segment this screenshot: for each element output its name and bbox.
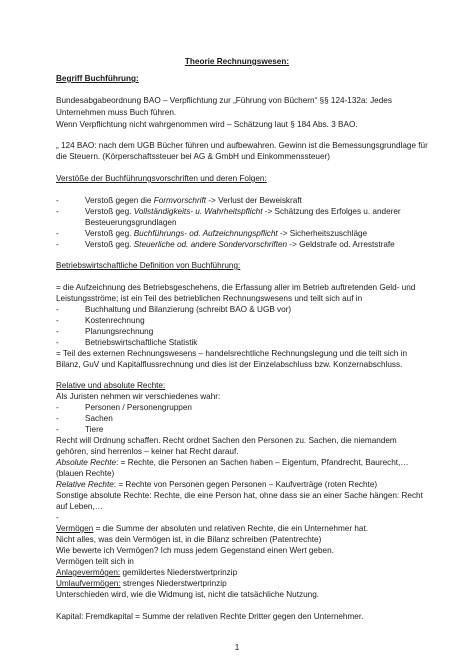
list-item: Verstoß geg. Buchführungs- od. Aufzeichnungspflicht -> Sicherheitszuschläge bbox=[85, 229, 368, 238]
list-item-continuation: Besteuerungsgrundlagen bbox=[85, 218, 177, 227]
paragraph-line: die Steuern. (Körperschaftssteuer bei AG & GmbH und Einkommenssteuer) bbox=[56, 152, 330, 161]
paragraph-line: Wenn Verpflichtung nicht wahrgenommen wird – Schätzung laut § 184 Abs. 3 BAO. bbox=[56, 120, 358, 129]
list-item: Sachen bbox=[85, 414, 113, 423]
list-item: Betriebswirtschaftliche Statistik bbox=[85, 338, 198, 347]
paragraph-line: Unterschieden wird, wie die Widmung ist, nicht die tatsächliche Nutzung. bbox=[56, 590, 320, 599]
list-item: Planungsrechnung bbox=[85, 327, 154, 336]
list-bullet: - bbox=[56, 196, 59, 205]
paragraph-line: (blauen Rechte) bbox=[56, 469, 115, 478]
list-item: Verstoß geg. Steuerliche od. andere Sondervorschriften -> Geldstrafe od. Arreststrafe bbox=[85, 240, 395, 249]
list-bullet: - bbox=[56, 403, 59, 412]
stray-dash: - bbox=[56, 513, 59, 522]
list-item: Tiere bbox=[85, 425, 104, 434]
paragraph-line: Relative Rechte: = Rechte von Personen gegen Personen – Kaufverträge (roten Rechte) bbox=[56, 480, 378, 489]
list-item: Kostenrechnung bbox=[85, 316, 145, 325]
list-bullet: - bbox=[56, 229, 59, 238]
paragraph-line: Vermögen = die Summe der absoluten und relativen Rechte, die ein Unternehmer hat. bbox=[56, 524, 368, 533]
list-item: Verstoß geg. Vollständigkeits- u. Wahrheitspflicht -> Schätzung des Erfolges u. anderer bbox=[85, 207, 401, 216]
document-title: Theorie Rechnungswesen: bbox=[184, 57, 290, 66]
paragraph-line: Kapital: Fremdkapital = Summe der relativen Rechte Dritter gegen den Unternehmer. bbox=[56, 612, 364, 621]
list-bullet: - bbox=[56, 425, 59, 434]
paragraph-line: Leistungsströme; ist ein Teil des betrieblichen Rechnungswesens und teilt sich auf in bbox=[56, 294, 363, 303]
paragraph-line: Recht will Ordnung schaffen. Recht ordnet Sachen den Personen zu. Sachen, die niemandem bbox=[56, 436, 397, 445]
heading-relative-absolute-rechte: Relative und absolute Rechte: bbox=[56, 381, 166, 390]
heading-begriff-buchfuehrung: Begriff Buchführung: bbox=[56, 74, 139, 83]
paragraph-line: Anlagevermögen: gemildertes Niederstwertprinzip bbox=[56, 568, 238, 577]
heading-bw-definition: Betriebswirtschaftliche Definition von Buchführung: bbox=[56, 261, 241, 270]
paragraph-line: auf Leben,… bbox=[56, 502, 103, 511]
paragraph-line: Wie bewerte ich Vermögen? Ich muss jedem Gegenstand einen Wert geben. bbox=[56, 546, 334, 555]
paragraph-line: Unternehmen muss Buch führen. bbox=[56, 108, 177, 117]
paragraph-line: Als Juristen nehmen wir verschiedenes wahr: bbox=[56, 392, 221, 401]
list-bullet: - bbox=[56, 327, 59, 336]
paragraph-line: Umlaufvermögen: strenges Niederstwertprinzip bbox=[56, 579, 227, 588]
paragraph-line: Vermögen teilt sich in bbox=[56, 557, 134, 566]
paragraph-line: „ 124 BAO: nach dem UGB Bücher führen und aufbewahren. Gewinn ist die Bemessungsgrundlage für bbox=[56, 141, 428, 150]
paragraph-line: gehören, sind herrenlos – keiner hat Recht darauf. bbox=[56, 447, 239, 456]
list-item: Buchhaltung und Bilanzierung (schreibt BAO & UGB vor) bbox=[85, 305, 292, 314]
paragraph-line: Bundesabgabeordnung BAO – Verpflichtung zur „Führung von Büchern“ §§ 124-132a: Jedes bbox=[56, 96, 392, 105]
paragraph-line: Bilanz, GuV und Kapitalflussrechnung und dies ist der Einzelabschluss bzw. Konzernabschluss. bbox=[56, 360, 403, 369]
paragraph-line: Sonstige absolute Rechte: Rechte, die eine Person hat, ohne dass sie an einer Sache hängen: Recht bbox=[56, 491, 423, 500]
list-bullet: - bbox=[56, 338, 59, 347]
list-bullet: - bbox=[56, 414, 59, 423]
page-number: 1 bbox=[234, 643, 240, 652]
list-bullet: - bbox=[56, 240, 59, 249]
heading-verstoesse: Verstöße der Buchführungsvorschriften und deren Folgen: bbox=[56, 174, 267, 183]
list-bullet: - bbox=[56, 305, 59, 314]
paragraph-line: = die Aufzeichnung des Betriebsgeschehens, die Erfassung aller im Betrieb auftretenden Geld- und bbox=[56, 283, 416, 292]
paragraph-line: Nicht alles, was dein Vermögen ist, in die Bilanz schreiben (Patentrechte) bbox=[56, 535, 322, 544]
list-item: Personen / Personengruppen bbox=[85, 403, 192, 412]
paragraph-line: = Teil des externen Rechnungswesens – handelsrechtliche Rechnungslegung und die teilt sich in bbox=[56, 349, 408, 358]
list-bullet: - bbox=[56, 316, 59, 325]
paragraph-line: Absolute Rechte: = Rechte, die Personen an Sachen haben – Eigentum, Pfandrecht, Baurecht,… bbox=[56, 458, 409, 467]
list-bullet: - bbox=[56, 207, 59, 216]
list-item: Verstoß gegen die Formvorschrift -> Verlust der Beweiskraft bbox=[85, 196, 302, 205]
